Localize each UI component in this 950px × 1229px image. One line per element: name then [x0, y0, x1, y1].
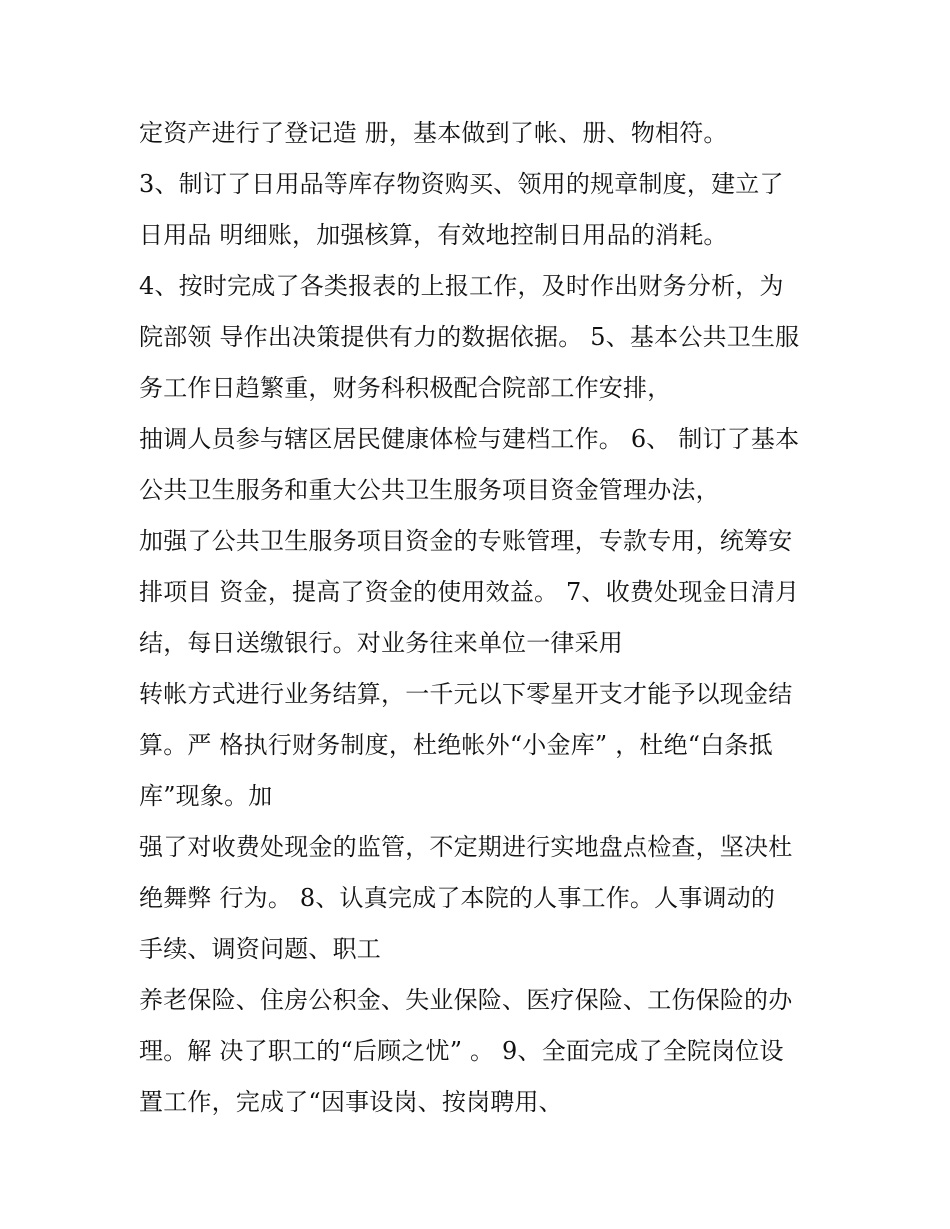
document-body — [139, 108, 829, 1128]
text-line: 绝舞弊 行为。 8、认真完成了本院的人事工作。人事调动的 — [139, 884, 776, 912]
text-line: 院部领 导作出决策提供有力的数据依据。 5、基本公共卫生服 — [139, 323, 800, 351]
text-line: 排项目 资金，提高了资金的使用效益。 7、收费处现金日清月 — [139, 578, 800, 606]
text-line: 加强了公共卫生服务项目资金的专账管理，专款专用，统筹安 — [139, 527, 793, 555]
text-line: 定资产进行了登记造 册，基本做到了帐、册、物相符。 — [139, 119, 728, 147]
text-line: 算。严 格执行财务制度，杜绝帐外“小金库” ，杜绝“白条抵 — [139, 731, 773, 759]
text-line: 置工作，完成了“因事设岗、按岗聘用、 — [139, 1088, 563, 1116]
text-line: 3、制订了日用品等库存物资购买、领用的规章制度，建立了 — [139, 170, 784, 198]
text-line: 务工作日趋繁重，财务科积极配合院部工作安排， — [139, 374, 672, 402]
text-line: 手续、调资问题、职工 — [139, 935, 381, 963]
text-line: 结，每日送缴银行。对业务往来单位一律采用 — [139, 629, 623, 657]
text-line: 转帐方式进行业务结算，一千元以下零星开支才能予以现金结 — [139, 680, 793, 708]
text-line: 公共卫生服务和重大公共卫生服务项目资金管理办法， — [139, 476, 720, 504]
text-line: 抽调人员参与辖区居民健康体检与建档工作。 6、 制订了基本 — [139, 425, 800, 453]
text-line: 理。解 决了职工的“后顾之忧” 。 9、全面完成了全院岗位设 — [139, 1037, 784, 1065]
text-line: 库”现象。加 — [139, 782, 273, 810]
text-line: 日用品 明细账，加强核算，有效地控制日用品的消耗。 — [139, 221, 728, 249]
text-line: 养老保险、住房公积金、失业保险、医疗保险、工伤保险的办 — [139, 986, 793, 1014]
text-line: 强了对收费处现金的监管，不定期进行实地盘点检查，坚决杜 — [139, 833, 793, 861]
text-line: 4、按时完成了各类报表的上报工作，及时作出财务分析，为 — [139, 272, 784, 300]
